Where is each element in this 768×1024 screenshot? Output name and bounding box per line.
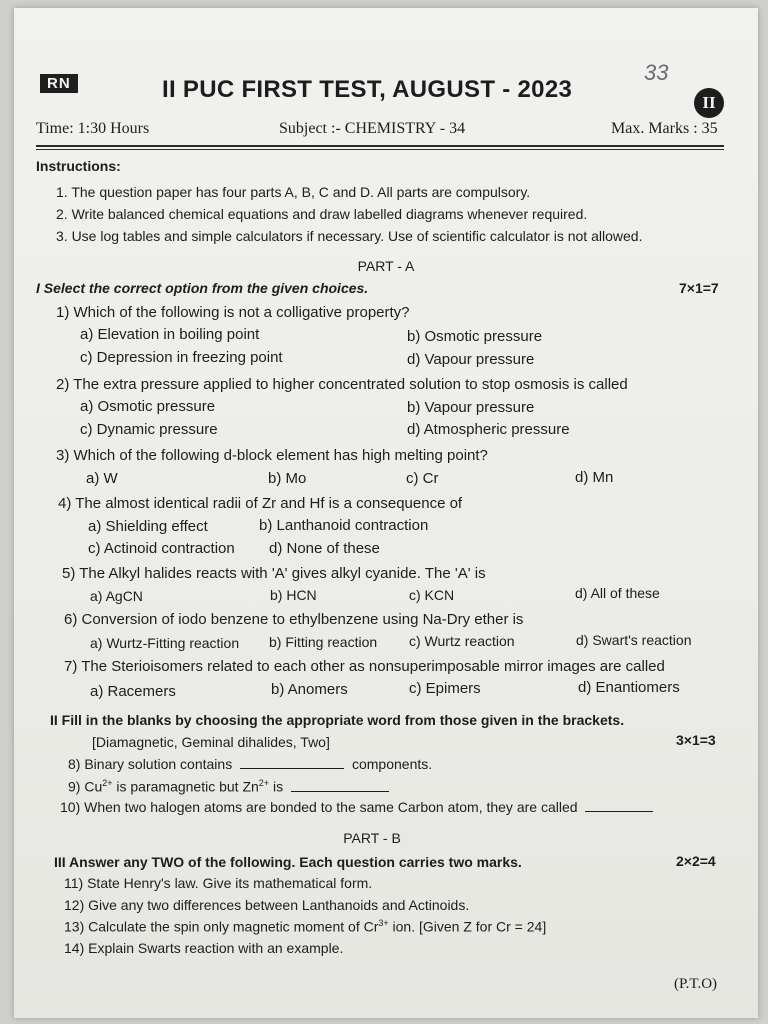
- header-rule: [36, 145, 724, 147]
- q1-option-b: b) Osmotic pressure: [407, 328, 543, 345]
- q3-option-c: c) Cr: [406, 470, 439, 487]
- q4-option-d: d) None of these: [269, 540, 380, 557]
- q8-blank: [240, 756, 344, 769]
- q7-option-d: d) Enantiomers: [578, 679, 680, 696]
- q6-option-c: c) Wurtz reaction: [409, 633, 515, 649]
- q7-option-c: c) Epimers: [409, 680, 481, 697]
- question-14: 14) Explain Swarts reaction with an example.: [64, 940, 344, 956]
- exam-title: II PUC FIRST TEST, AUGUST - 2023: [162, 76, 573, 103]
- handwritten-mark: 33: [644, 60, 669, 85]
- section-1-label: I Select the correct option from the given choices.: [36, 280, 369, 296]
- question-2: 2) The extra pressure applied to higher concentrated solution to stop osmosis is called: [56, 376, 628, 393]
- instructions-heading: Instructions:: [36, 158, 121, 174]
- q6-option-b: b) Fitting reaction: [269, 634, 378, 650]
- section-3-marks: 2×2=4: [676, 853, 716, 869]
- q2-option-a: a) Osmotic pressure: [80, 398, 216, 415]
- instruction-item: 1. The question paper has four parts A, B, C and D. All parts are compulsory.: [56, 184, 531, 200]
- section-2-words: [Diamagnetic, Geminal dihalides, Two]: [92, 734, 330, 750]
- class-badge: II: [694, 88, 724, 118]
- exam-paper: [14, 8, 758, 1018]
- time-label: Time: 1:30 Hours: [36, 120, 150, 137]
- q3-option-d: d) Mn: [575, 469, 614, 486]
- section-2-label: II Fill in the blanks by choosing the appropriate word from those given in the brackets.: [50, 712, 625, 728]
- q1-option-d: d) Vapour pressure: [407, 351, 535, 368]
- q3-option-b: b) Mo: [268, 470, 307, 487]
- q1-option-c: c) Depression in freezing point: [80, 349, 283, 366]
- q9-text-a: 9) Cu: [68, 778, 103, 795]
- max-marks-label: Max. Marks : 35: [611, 120, 718, 137]
- section-3-label: III Answer any TWO of the following. Each question carries two marks.: [54, 854, 522, 870]
- q9-sup-2: 2+: [258, 778, 270, 788]
- q10-text: 10) When two halogen atoms are bonded to the same Carbon atom, they are called: [60, 799, 578, 815]
- question-4: 4) The almost identical radii of Zr and Hf is a consequence of: [58, 495, 463, 512]
- question-9: [68, 778, 389, 795]
- q3-option-a: a) W: [86, 470, 118, 487]
- q5-option-b: b) HCN: [270, 587, 317, 603]
- q13-sup: 3+: [378, 918, 389, 928]
- subject-label: Subject :- CHEMISTRY - 34: [279, 120, 466, 137]
- section-1-marks: 7×1=7: [679, 280, 719, 296]
- question-7: 7) The Sterioisomers related to each other as nonsuperimposable mirror images are called: [64, 658, 665, 675]
- q2-option-d: d) Atmospheric pressure: [407, 421, 570, 438]
- rn-label: RN: [40, 74, 78, 93]
- instruction-item: 3. Use log tables and simple calculators if necessary. Use of scientific calculator is not allowed.: [56, 228, 643, 244]
- q13-text-b: ion. [Given Z for Cr = 24]: [388, 918, 547, 935]
- q13-text-a: 13) Calculate the spin only magnetic moment of Cr: [64, 918, 379, 935]
- part-a-heading: PART - A: [357, 258, 415, 274]
- q9-text-c: is: [269, 778, 284, 795]
- question-12: 12) Give any two differences between Lanthanoids and Actinoids.: [64, 897, 470, 913]
- q9-blank: [291, 779, 389, 792]
- q4-option-a: a) Shielding effect: [88, 518, 208, 535]
- question-11: 11) State Henry's law. Give its mathematical form.: [64, 875, 373, 891]
- q2-option-c: c) Dynamic pressure: [80, 421, 218, 438]
- question-13: [64, 918, 546, 935]
- q1-option-a: a) Elevation in boiling point: [80, 326, 260, 343]
- q7-option-a: a) Racemers: [90, 683, 176, 700]
- q10-blank: [585, 799, 653, 812]
- q9-sup-1: 2+: [102, 778, 113, 788]
- q2-option-b: b) Vapour pressure: [407, 399, 535, 416]
- q9-text-b: is paramagnetic but Zn: [112, 778, 259, 795]
- q8-text-start: 8) Binary solution contains: [68, 756, 233, 772]
- pto-label: (P.T.O): [674, 976, 718, 992]
- q5-option-c: c) KCN: [409, 587, 455, 603]
- q8-text-end: components.: [351, 756, 433, 772]
- header-rule-thin: [36, 149, 724, 150]
- q5-option-d: d) All of these: [575, 585, 660, 601]
- q4-option-c: c) Actinoid contraction: [88, 540, 235, 557]
- question-5: 5) The Alkyl halides reacts with 'A' gives alkyl cyanide. The 'A' is: [62, 565, 486, 582]
- q5-option-a: a) AgCN: [90, 588, 143, 604]
- question-3: 3) Which of the following d-block element has high melting point?: [56, 447, 488, 464]
- q4-option-b: b) Lanthanoid contraction: [259, 517, 429, 534]
- section-2-marks: 3×1=3: [676, 732, 716, 748]
- q6-option-d: d) Swart's reaction: [576, 632, 692, 648]
- question-10: [60, 799, 653, 815]
- q6-option-a: a) Wurtz-Fitting reaction: [90, 635, 240, 651]
- instruction-item: 2. Write balanced chemical equations and draw labelled diagrams whenever required.: [56, 206, 588, 222]
- question-1: 1) Which of the following is not a colligative property?: [56, 304, 410, 321]
- question-6: 6) Conversion of iodo benzene to ethylbenzene using Na-Dry ether is: [64, 611, 524, 628]
- question-8: [68, 756, 432, 772]
- part-b-heading: PART - B: [343, 830, 401, 846]
- q7-option-b: b) Anomers: [271, 681, 348, 698]
